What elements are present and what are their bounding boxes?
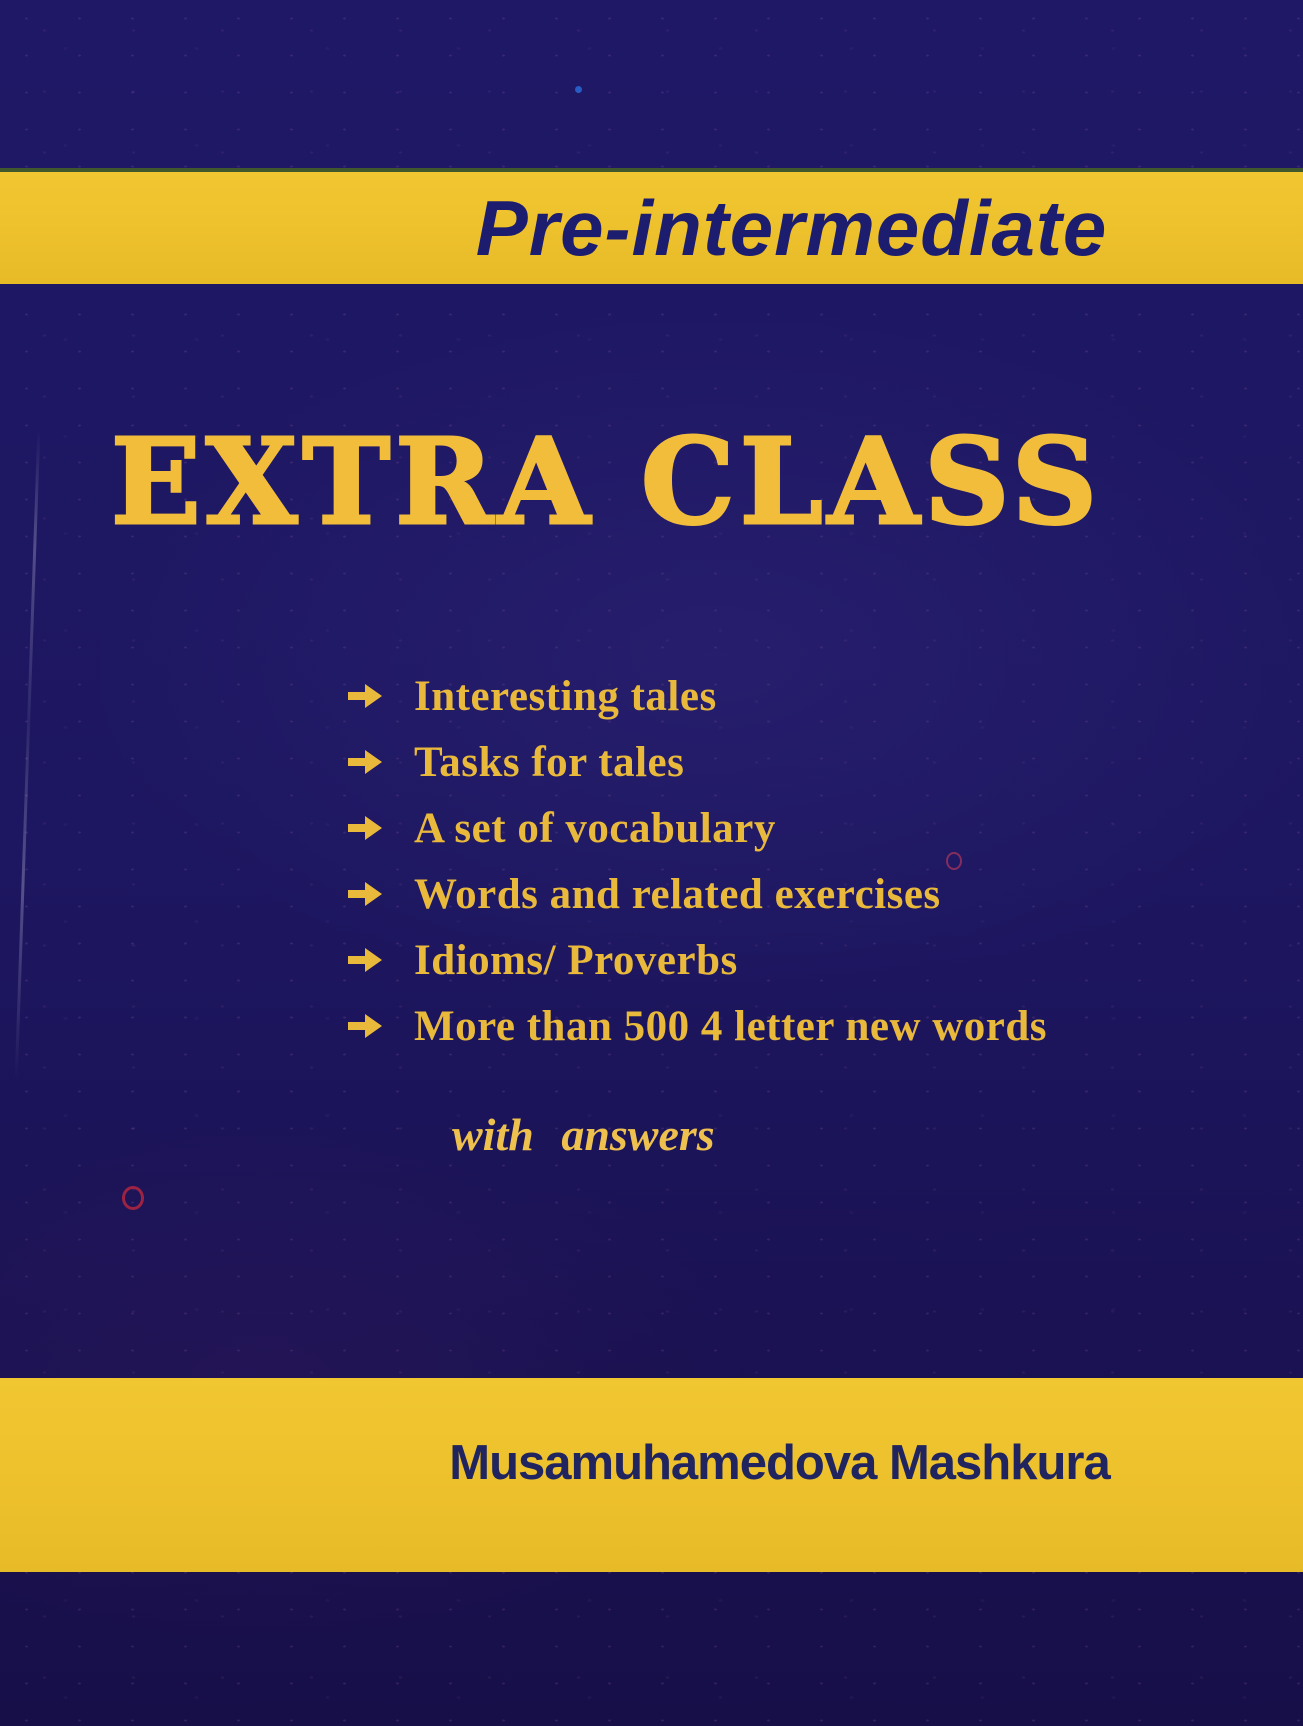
scan-dot-artifact — [575, 86, 582, 93]
book-title: EXTRA CLASS — [110, 412, 1103, 551]
scan-ring-artifact — [122, 1186, 144, 1210]
arrow-right-icon — [348, 750, 382, 774]
level-banner — [0, 168, 1303, 284]
arrow-right-icon — [348, 816, 382, 840]
level-banner-label: Pre-intermediate — [475, 183, 1108, 272]
feature-label: A set of vocabulary — [414, 804, 776, 852]
list-item — [348, 738, 1047, 786]
list-item — [348, 1002, 1047, 1050]
arrow-right-icon — [348, 948, 382, 972]
feature-label: More than 500 4 letter new words — [414, 1002, 1048, 1050]
list-item — [348, 804, 1047, 852]
list-item — [348, 672, 1047, 720]
arrow-right-icon — [348, 684, 382, 708]
feature-label: Words and related exercises — [414, 870, 941, 918]
author-banner — [0, 1378, 1303, 1572]
feature-list — [348, 672, 1047, 1068]
list-item — [348, 870, 1047, 918]
answers-note: with answers — [452, 1109, 715, 1160]
author-name: Musamuhamedova Mashkura — [449, 1436, 1110, 1490]
scan-ring-artifact — [946, 852, 962, 870]
feature-label: Interesting tales — [414, 672, 717, 720]
list-item — [348, 936, 1047, 984]
feature-label: Tasks for tales — [414, 738, 685, 786]
arrow-right-icon — [348, 1014, 382, 1038]
feature-label: Idioms/ Proverbs — [414, 936, 738, 984]
arrow-right-icon — [348, 882, 382, 906]
